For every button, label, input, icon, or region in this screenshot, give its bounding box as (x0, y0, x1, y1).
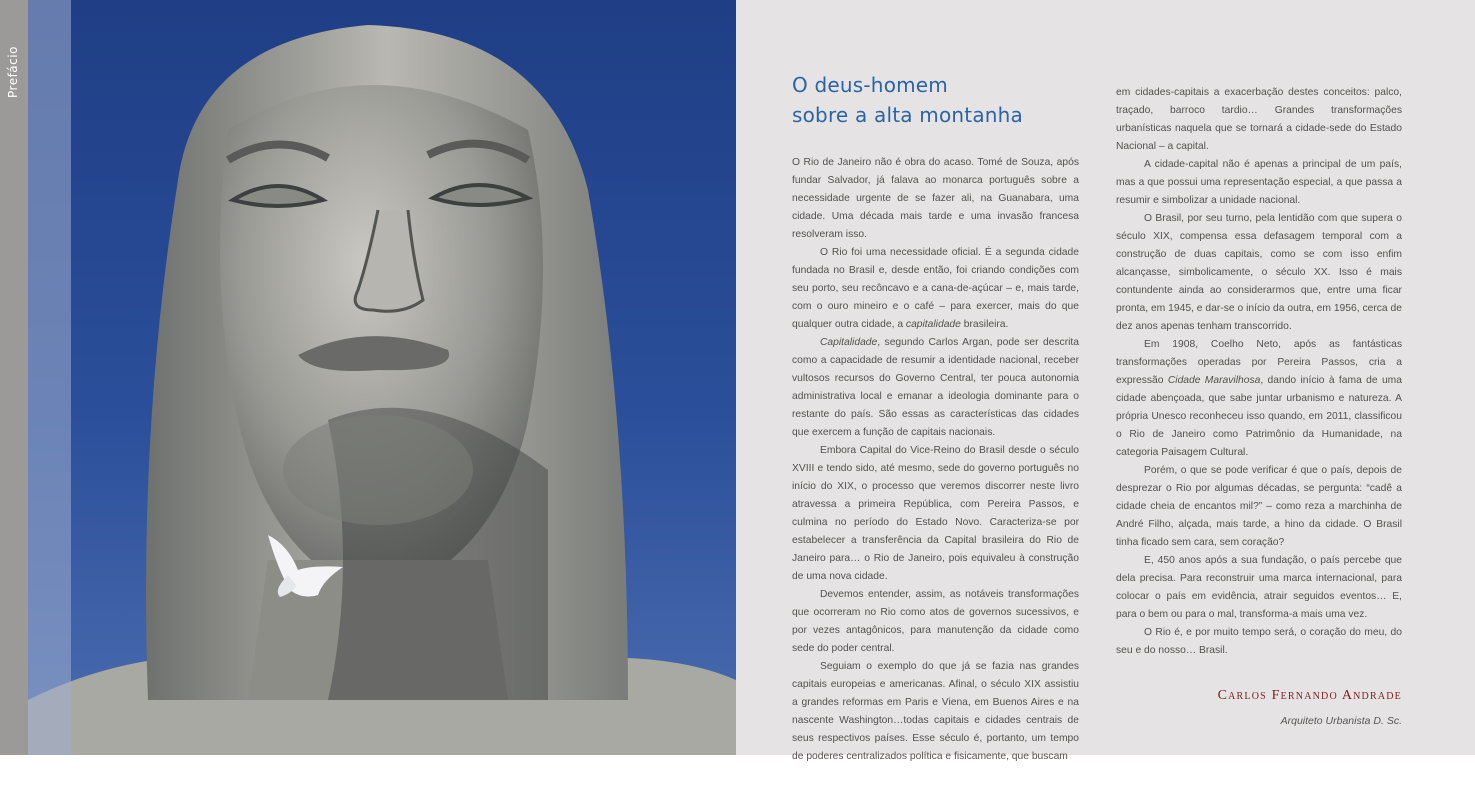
paragraph: Seguiam o exemplo do que já se fazia nas grandes capitais europeias e americanas. Afinal, o século XIX assistiu a grandes reformas em Paris e Viena, em Buenos Aires e na nascente Washington…todas capitais e cidades centrais de seus respectivos países. Esse século é, portanto, um tempo de poderes centralizados política e fisicamente, que buscam (792, 661, 1079, 762)
paragraph: Devemos entender, assim, as notáveis transformações que ocorreram no Rio como atos de governos sucessivos, e por vezes antagônicos, para manutenção da cidade como sede do poder central. (792, 589, 1079, 654)
preface-text-page (736, 0, 1475, 762)
statue-illustration (28, 0, 736, 755)
chapter-label: Prefácio (6, 46, 20, 98)
paragraph: Embora Capital do Vice-Reino do Brasil desde o século XVIII e tendo sido, até mesmo, sede do governo português no início do XIX, o processo que veremos discorrer neste livro atravessa a primeira República, com Pereira Passos, e culmina no período do Estado Novo. Caracteriza-se por estabelecer a transferência da Capital brasileira do Rio de Janeiro para… o Rio de Janeiro, pois equivaleu à construção de uma nova cidade. (792, 445, 1079, 582)
paragraph: O Rio foi uma necessidade oficial. É a segunda cidade fundada no Brasil e, desde então, foi criando condições com seu porto, seu recôncavo e a cana-de-açúcar – e, mais tarde, com o ouro mineiro e o café – para exercer, mais do que qualquer outra cidade, a capitalidade brasileira. (792, 247, 1079, 330)
paragraph: E, 450 anos após a sua fundação, o país percebe que dela precisa. Para reconstruir uma marca internacional, para colocar o país em evidência, atrair seguidos eventos… E, para o bem ou para o mal, transforma-a mais uma vez. (1116, 555, 1402, 620)
text-column-left (792, 154, 1079, 766)
text-column-right (1116, 84, 1402, 660)
paragraph: O Rio de Janeiro não é obra do acaso. Tomé de Souza, após fundar Salvador, já falava ao monarca português sobre a necessidade urgente de se fazer ali, na Guanabara, uma cidade. Uma década mais tarde e uma invasão francesa resolveram isso. (792, 157, 1079, 240)
paragraph: O Rio é, e por muito tempo será, o coração do meu, do seu e do nosso… Brasil. (1116, 627, 1402, 656)
title-line-1: O deus-homem (792, 73, 948, 97)
paragraph: Capitalidade, segundo Carlos Argan, pode ser descrita como a capacidade de resumir a identidade nacional, receber vultosos recursos do Governo Central, ter pouca autonomia administrativa local e emanar a ideologia dominante para o restante do país. São essas as características das cidades que exercem a função de capitais nacionais. (792, 337, 1079, 438)
paragraph: A cidade-capital não é apenas a principal de um país, mas a que possui uma representação especial, a que passa a resumir e simbolizar a unidade nacional. (1116, 159, 1402, 206)
title-line-2: sobre a alta montanha (792, 103, 1023, 127)
article-title (792, 70, 1023, 130)
paragraph: Em 1908, Coelho Neto, após as fantásticas transformações operadas por Pereira Passos, cria a expressão Cidade Maravilhosa, dando início à fama de uma cidade abençoada, que sabe juntar urbanismo e natureza. A própria Unesco reconheceu isso quando, em 2011, classificou o Rio de Janeiro como Patrimônio da Humanidade, na categoria Paisagem Cultural. (1116, 339, 1402, 458)
photo-side-stripe (28, 0, 71, 755)
paragraph: O Brasil, por seu turno, pela lentidão com que supera o século XIX, compensa essa defasagem temporal com a construção de duas capitais, como se com isso enfim alcançasse, simbolicamente, o século XX. Isso é mais contundente ainda ao considerarmos que, entre uma ficar pronta, em 1945, e dar-se o início da outra, em 1956, cerca de dez anos apenas tenham transcorrido. (1116, 213, 1402, 332)
christ-redeemer-photo (28, 0, 736, 755)
paragraph: Porém, o que se pode verificar é que o país, depois de desprezar o Rio por algumas décadas, se pergunta: “cadê a cidade cheia de encantos mil?” – como reza a marchinha de André Filho, alçada, mais tarde, a hino da cidade. O Brasil tinha ficado sem cara, sem coração? (1116, 465, 1402, 548)
paragraph: em cidades-capitais a exacerbação destes conceitos: palco, traçado, barroco tardio… Grandes transformações urbanísticas naquela que se tornará a cidade-sede do Estado Nacional – a capital. (1116, 87, 1402, 152)
author-name: Carlos Fernando Andrade (1217, 688, 1402, 703)
chapter-side-tab (0, 0, 28, 755)
author-role: Arquiteto Urbanista D. Sc. (1280, 715, 1402, 727)
